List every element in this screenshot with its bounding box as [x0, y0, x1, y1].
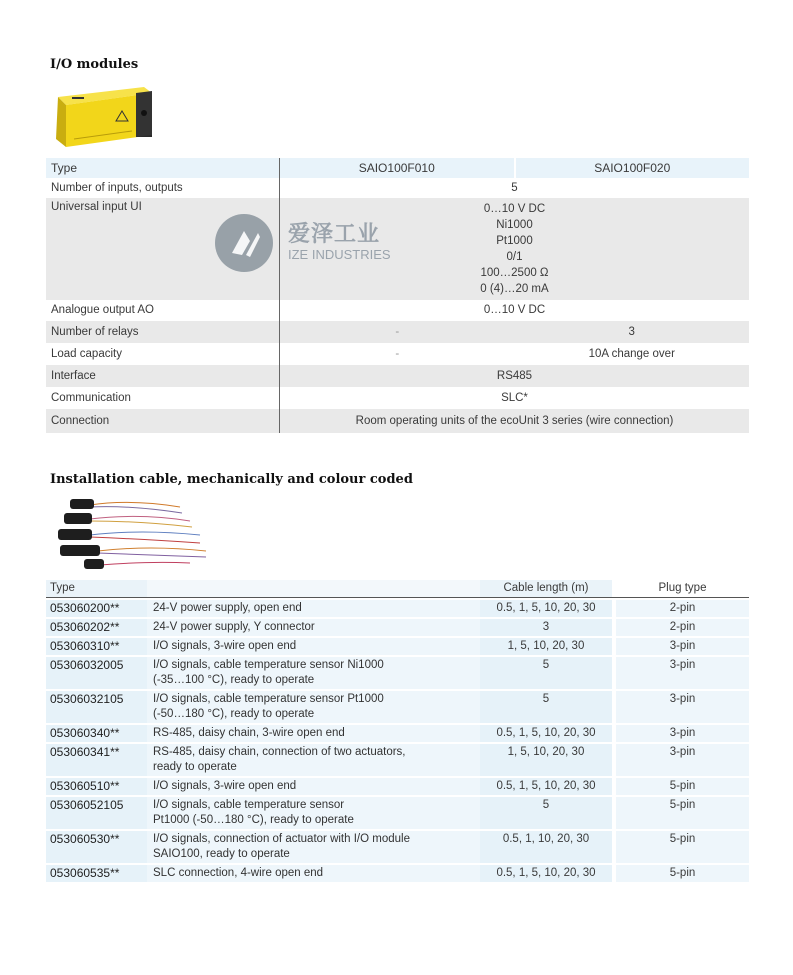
row-label: Type — [46, 158, 280, 178]
cable-length: 0.5, 1, 5, 10, 20, 30 — [480, 725, 612, 742]
table-row — [46, 744, 749, 776]
table-header — [46, 580, 749, 598]
plug-type: 5-pin — [616, 865, 749, 882]
table-row — [46, 387, 749, 409]
description-line: I/O signals, cable temperature sensor Pt1000 — [153, 693, 384, 705]
cable-length: 1, 5, 10, 20, 30 — [480, 638, 612, 655]
plug-type: 3-pin — [616, 725, 749, 742]
row-label: Analogue output AO — [46, 300, 280, 321]
installation-cable-table — [46, 580, 749, 882]
row-label: Communication — [46, 387, 280, 409]
row-label: Connection — [46, 409, 280, 433]
header-plug-type: Plug type — [658, 582, 707, 594]
plug-type: 3-pin — [616, 744, 749, 776]
row-value: 0…10 V DC — [483, 304, 546, 316]
description-line: I/O signals, cable temperature sensor — [153, 799, 345, 811]
table-row — [46, 600, 749, 617]
row-value: 5 — [511, 182, 518, 194]
table-row — [46, 321, 749, 343]
row-label: Interface — [46, 365, 280, 387]
cable-description — [147, 744, 480, 776]
plug-type: 5-pin — [616, 831, 749, 863]
table-row — [46, 343, 749, 365]
table-row — [46, 198, 749, 300]
row-label: Universal input UI — [46, 198, 280, 300]
input-type: Ni1000 — [496, 219, 533, 231]
watermark-cn-text: 爱泽工业 — [288, 222, 381, 247]
cable-length: 1, 5, 10, 20, 30 — [480, 744, 612, 776]
table-row — [46, 865, 749, 882]
cable-type-code: 053060200** — [46, 600, 147, 617]
cable-type-code: 05306032005 — [46, 657, 147, 689]
cable-description — [147, 865, 480, 882]
description-line: (-50…180 °C), ready to operate — [153, 708, 315, 720]
plug-type: 5-pin — [616, 778, 749, 795]
table-row — [46, 831, 749, 863]
table-row — [46, 657, 749, 689]
cable-length: 0.5, 1, 10, 20, 30 — [480, 831, 612, 863]
description-line: RS-485, daisy chain, connection of two actuators, — [153, 746, 406, 758]
cable-description — [147, 619, 480, 636]
description-line: Pt1000 (-50…180 °C), ready to operate — [153, 814, 354, 826]
table-row-type — [46, 158, 749, 178]
row-label: Load capacity — [46, 343, 280, 365]
cable-description — [147, 831, 480, 863]
cable-length: 0.5, 1, 5, 10, 20, 30 — [480, 600, 612, 617]
input-type: 0 (4)…20 mA — [480, 283, 549, 295]
row-value: - — [395, 326, 400, 338]
description-line: 24-V power supply, Y connector — [153, 621, 315, 633]
row-value: 3 — [628, 326, 635, 338]
header-type: Type — [46, 580, 147, 597]
cable-length: 0.5, 1, 5, 10, 20, 30 — [480, 865, 612, 882]
input-type: Pt1000 — [496, 235, 533, 247]
type-saio100f010: SAIO100F010 — [280, 158, 516, 178]
plug-type: 3-pin — [616, 638, 749, 655]
cable-description — [147, 691, 480, 723]
table-row — [46, 638, 749, 655]
input-type: 0/1 — [506, 251, 523, 263]
table-row — [46, 178, 749, 198]
watermark-en-text: IZE INDUSTRIES — [288, 247, 391, 262]
description-line: ready to operate — [153, 761, 237, 773]
cable-type-code: 053060202** — [46, 619, 147, 636]
plug-type: 5-pin — [616, 797, 749, 829]
plug-type: 2-pin — [616, 600, 749, 617]
cable-type-code: 053060310** — [46, 638, 147, 655]
row-value: RS485 — [496, 370, 533, 382]
plug-type: 3-pin — [616, 657, 749, 689]
section-title-io-modules: I/O modules — [50, 57, 139, 72]
description-line: I/O signals, 3-wire open end — [153, 780, 297, 792]
plug-type: 2-pin — [616, 619, 749, 636]
plug-type: 3-pin — [616, 691, 749, 723]
table-row — [46, 300, 749, 321]
header-cable-length: Cable length (m) — [480, 580, 612, 597]
table-row — [46, 691, 749, 723]
cable-length: 3 — [480, 619, 612, 636]
cable-description — [147, 638, 480, 655]
row-value: SLC* — [501, 392, 528, 404]
row-value: Room operating units of the ecoUnit 3 series (wire connection) — [355, 415, 674, 427]
description-line: (-35…100 °C), ready to operate — [153, 674, 315, 686]
cable-description — [147, 725, 480, 742]
cable-description — [147, 778, 480, 795]
cable-length: 0.5, 1, 5, 10, 20, 30 — [480, 778, 612, 795]
cable-type-code: 053060535** — [46, 865, 147, 882]
row-label: Number of relays — [46, 321, 280, 343]
description-line: I/O signals, cable temperature sensor Ni1000 — [153, 659, 384, 671]
row-value: 10A change over — [588, 348, 675, 360]
input-type: 100…2500 Ω — [480, 267, 549, 279]
table-row — [46, 619, 749, 636]
cable-description — [147, 797, 480, 829]
cable-type-code: 053060530** — [46, 831, 147, 863]
table-row — [46, 365, 749, 387]
table-row — [46, 725, 749, 742]
description-line: I/O signals, connection of actuator with I/O module — [153, 833, 410, 845]
cable-description — [147, 657, 480, 689]
description-line: SAIO100, ready to operate — [153, 848, 290, 860]
cable-length: 5 — [480, 691, 612, 723]
cable-type-code: 053060340** — [46, 725, 147, 742]
cable-type-code: 053060510** — [46, 778, 147, 795]
table-row — [46, 409, 749, 433]
cable-type-code: 053060341** — [46, 744, 147, 776]
description-line: I/O signals, 3-wire open end — [153, 640, 297, 652]
table-row — [46, 797, 749, 829]
description-line: RS-485, daisy chain, 3-wire open end — [153, 727, 345, 739]
table-row — [46, 778, 749, 795]
section-title-installation-cable: Installation cable, mechanically and colour coded — [50, 472, 413, 487]
row-value: - — [395, 348, 400, 360]
row-label: Number of inputs, outputs — [46, 178, 280, 198]
type-saio100f020: SAIO100F020 — [594, 161, 671, 175]
cable-type-code: 05306052105 — [46, 797, 147, 829]
cable-description — [147, 600, 480, 617]
io-module-image — [52, 83, 156, 149]
cable-type-code: 05306032105 — [46, 691, 147, 723]
cable-length: 5 — [480, 657, 612, 689]
installation-cables-image — [50, 495, 210, 577]
input-type: 0…10 V DC — [483, 203, 546, 215]
io-module-table — [46, 158, 749, 433]
cable-length: 5 — [480, 797, 612, 829]
description-line: 24-V power supply, open end — [153, 602, 302, 614]
description-line: SLC connection, 4-wire open end — [153, 867, 324, 879]
header-description — [147, 580, 480, 597]
